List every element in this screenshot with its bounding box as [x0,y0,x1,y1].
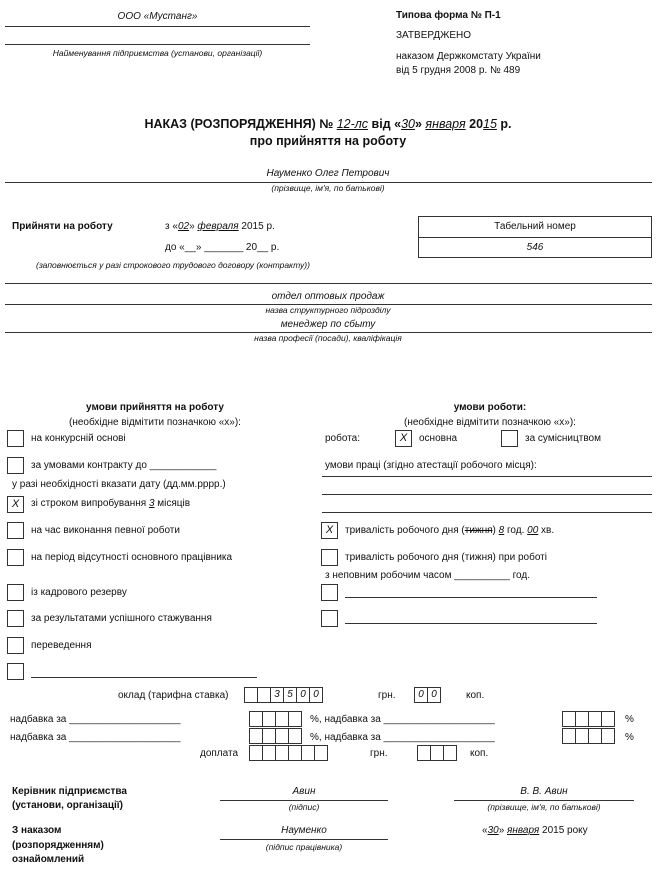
department-caption: назва структурного підрозділу [265,305,391,315]
checkbox-probation[interactable]: X [7,496,24,513]
employee-signature: Науменко [281,825,327,836]
order-day: 30 [401,117,415,131]
head-signature-line [220,800,388,801]
labour-conditions-label: умови праці (згідно атестації робочого місця): [325,460,537,471]
labour-line-2 [322,494,652,495]
decree-line-1: наказом Держкомстату України [396,51,541,62]
head-label-2: (установи, організації) [12,800,123,811]
hire-label: Прийняти на роботу [12,221,113,232]
employee-name: Науменко Олег Петрович [266,168,390,179]
kop-digit[interactable]: 0 [427,687,441,703]
pct-2: % [625,732,634,743]
checkbox-transfer[interactable] [7,637,24,654]
day-minutes: 00 [527,525,539,536]
hire-from: з «02» февраля 2015 р. [165,221,275,232]
ack-label-1: З наказом [12,825,62,836]
labour-line-1 [322,476,652,477]
label-main-work: основна [419,433,458,444]
label-day-length: тривалість робочого дня (тижня) 8 год. 00 хв. [345,525,555,536]
extra-line-2 [345,623,597,624]
label-parttime: за сумісництвом [525,433,601,444]
label-short-time-1: тривалість робочого дня (тижня) при роботі [345,552,547,563]
salary-digit[interactable]: 3 [270,687,284,703]
label-certain-work: на час виконання певної роботи [31,525,180,536]
label-internship: за результатами успішного стажування [31,613,212,624]
surcharge-grn-label: грн. [370,748,388,759]
checkbox-extra-2[interactable] [321,610,338,627]
salary-label: оклад (тарифна ставка) [118,690,229,701]
position-name: менеджер по сбыту [280,319,376,330]
bonus-mid-2: %, надбавка за ____________________ [310,732,495,743]
hire-to: до «__» _______ 20__ р. [165,242,280,253]
label-probation: зі строком випробування 3 місяців [31,498,191,509]
checkbox-parttime[interactable] [501,430,518,447]
checkbox-absence[interactable] [7,549,24,566]
position-caption: назва професії (посади), кваліфікація [254,333,402,343]
left-conditions-heading: умови прийняття на роботу [86,402,224,413]
label-short-time-2: з неповним робочим часом __________ год. [325,570,531,581]
department-name: отдел оптовых продаж [271,291,385,302]
hire-caption: (заповнюється у разі строкового трудового договору (контракту)) [36,260,310,270]
bonus-2-label: надбавка за ____________________ [10,732,181,743]
label-transfer: переведення [31,640,92,651]
checkbox-main-work[interactable]: X [395,430,412,447]
label-date-note: у разі необхідності вказати дату (дд.мм.рррр.) [12,479,226,490]
head-signature-caption: (підпис) [288,802,320,812]
order-number: 12-лс [336,117,369,131]
tab-number-box [418,216,652,258]
order-month: января [425,117,466,131]
blank-line [5,283,652,284]
head-name-line [454,800,634,801]
checkbox-day-length[interactable]: X [321,522,338,539]
checkbox-certain-work[interactable] [7,522,24,539]
probation-months: 3 [148,498,155,509]
bonus-2-cells[interactable] [250,728,302,744]
head-name: В. В. Авин [520,786,568,797]
order-year: 15 [483,117,497,131]
tab-number-value[interactable]: 546 [526,242,544,253]
extra-line-1 [345,597,597,598]
pct-1: % [625,714,634,725]
right-conditions-heading: умови роботи: [453,402,527,413]
checkbox-competition[interactable] [7,430,24,447]
bonus-3-cells[interactable] [563,711,615,727]
salary-digit[interactable]: 5 [283,687,297,703]
surcharge-label: доплата [200,748,239,759]
left-conditions-hint: (необхідне відмітити позначкою «х»): [69,417,241,428]
bonus-4-cells[interactable] [563,728,615,744]
checkbox-contract[interactable] [7,457,24,474]
other-line [31,677,257,678]
salary-kop-label: коп. [466,690,485,701]
employee-name-caption: (прізвище, ім'я, по батькові) [271,183,385,193]
right-conditions-hint: (необхідне відмітити позначкою «х»): [404,417,576,428]
salary-digit[interactable] [244,687,258,703]
org-caption: Найменування підприємства (установи, організації) [52,48,263,58]
bonus-1-cells[interactable] [250,711,302,727]
checkbox-internship[interactable] [7,610,24,627]
salary-digit[interactable]: 0 [309,687,323,703]
salary-cells[interactable] [245,687,323,703]
decree-line-2: від 5 грудня 2008 р. № 489 [396,65,521,76]
employee-signature-caption: (підпис працівника) [265,842,343,852]
work-label: робота: [325,433,360,444]
salary-digit[interactable]: 0 [296,687,310,703]
labour-line-3 [322,512,652,513]
employee-signature-line [220,839,388,840]
head-signature: Авин [292,786,316,797]
salary-grn-label: грн. [378,690,396,701]
ack-label-2: (розпорядженням) [12,840,104,851]
org-name: ООО «Мустанг» [117,11,198,22]
tab-number-header: Табельний номер [419,217,651,238]
label-absence: на період відсутності основного працівника [31,552,233,563]
label-reserve: із кадрового резерву [31,587,127,598]
checkbox-extra-1[interactable] [321,584,338,601]
surcharge-kop-cells[interactable] [418,745,457,761]
head-label-1: Керівник підприємства [12,786,127,797]
label-contract: за умовами контракту до ____________ [31,460,217,471]
checkbox-short-time[interactable] [321,549,338,566]
bonus-mid-1: %, надбавка за ____________________ [310,714,495,725]
head-name-caption: (прізвище, ім'я, по батькові) [487,802,601,812]
salary-kop-cells[interactable] [415,687,441,703]
org-name-line-2 [5,44,310,45]
checkbox-other[interactable] [7,663,24,680]
salary-digit[interactable] [257,687,271,703]
form-label: Типова форма № П-1 [396,10,501,21]
surcharge-cells[interactable] [250,745,328,761]
order-subtitle: про прийняття на роботу [249,134,407,148]
surcharge-kop-label: коп. [470,748,489,759]
checkbox-reserve[interactable] [7,584,24,601]
org-name-line [5,26,310,27]
approved-label: ЗАТВЕРДЖЕНО [396,30,472,41]
kop-digit[interactable]: 0 [414,687,428,703]
day-hours: 8 [498,525,505,536]
order-title: НАКАЗ (РОЗПОРЯДЖЕННЯ) № 12-лс від «30» января 2015 р. [144,117,512,131]
ack-date: «30» января 2015 року [482,825,588,836]
bonus-1-label: надбавка за ____________________ [10,714,181,725]
label-competition: на конкурсній основі [31,433,126,444]
ack-label-3: ознайомлений [12,854,85,865]
